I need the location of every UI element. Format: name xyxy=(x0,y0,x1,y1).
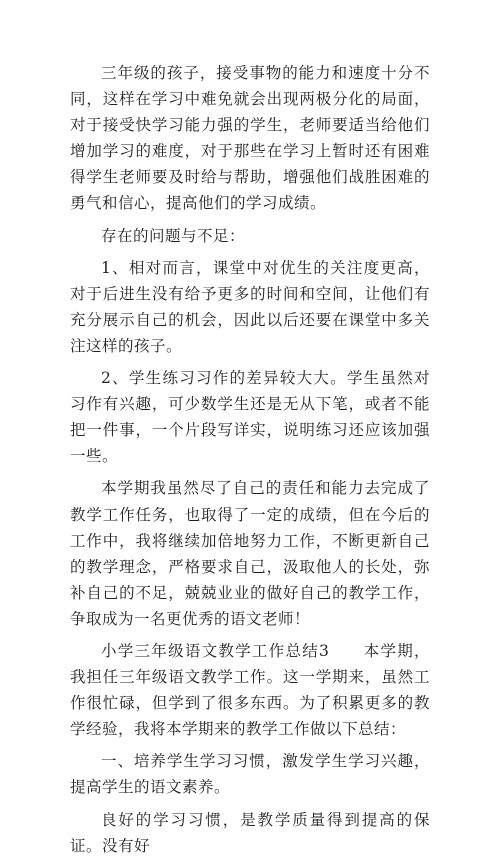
paragraph-habits: 良好的学习习惯，是教学质量得到提高的保证。没有好 xyxy=(70,810,430,855)
paragraph-section-1-heading: 一、培养学生学习习惯，激发学生学习兴趣，提高学生的语文素养。 xyxy=(70,752,430,797)
paragraph-problem-2: 2、学生练习习作的差异较大大。学生虽然对习作有兴趣，可少数学生还是无从下笔，或者不能把一件事，一个片段写详实，说明练习还应该加强一些。 xyxy=(70,369,430,466)
paragraph-problem-1: 1、相对而言，课堂中对优生的关注度更高，对于后进生没有给予更多的时间和空间，让他们有充分展示自己的机会，因此以后还要在课堂中多关注这样的孩子。 xyxy=(70,258,430,355)
paragraph-summary-3-intro: 小学三年级语文教学工作总结3 本学期，我担任三年级语文教学工作。这一学期来，虽然工作很忙碌，但学到了很多东西。为了积累更多的教学经验，我将本学期来的教学工作做以下总结： xyxy=(70,641,430,739)
paragraph-problems-heading: 存在的问题与不足： xyxy=(101,226,246,245)
paragraph-conclusion: 本学期我虽然尽了自己的责任和能力去完成了教学工作任务，也取得了一定的成绩，但在今后的工作中，我将继续加倍地努力工作，不断更新自己的教学理念，严格要求自己，汲取他人的长处，弥补自己的不足，兢兢业业的做好自己的教学工作，争取成为一名更优秀的语文老师！ xyxy=(70,479,430,628)
document-body xyxy=(70,60,430,865)
paragraph-intro: 三年级的孩子，接受事物的能力和速度十分不同，这样在学习中难免就会出现两极分化的局面，对于接受快学习能力强的学生，老师要适当给他们增加学习的难度，对于那些在学习上暂时还有困难得学生老师要及时给与帮助，增强他们战胜困难的勇气和信心，提高他们的学习成绩。 xyxy=(70,64,430,213)
